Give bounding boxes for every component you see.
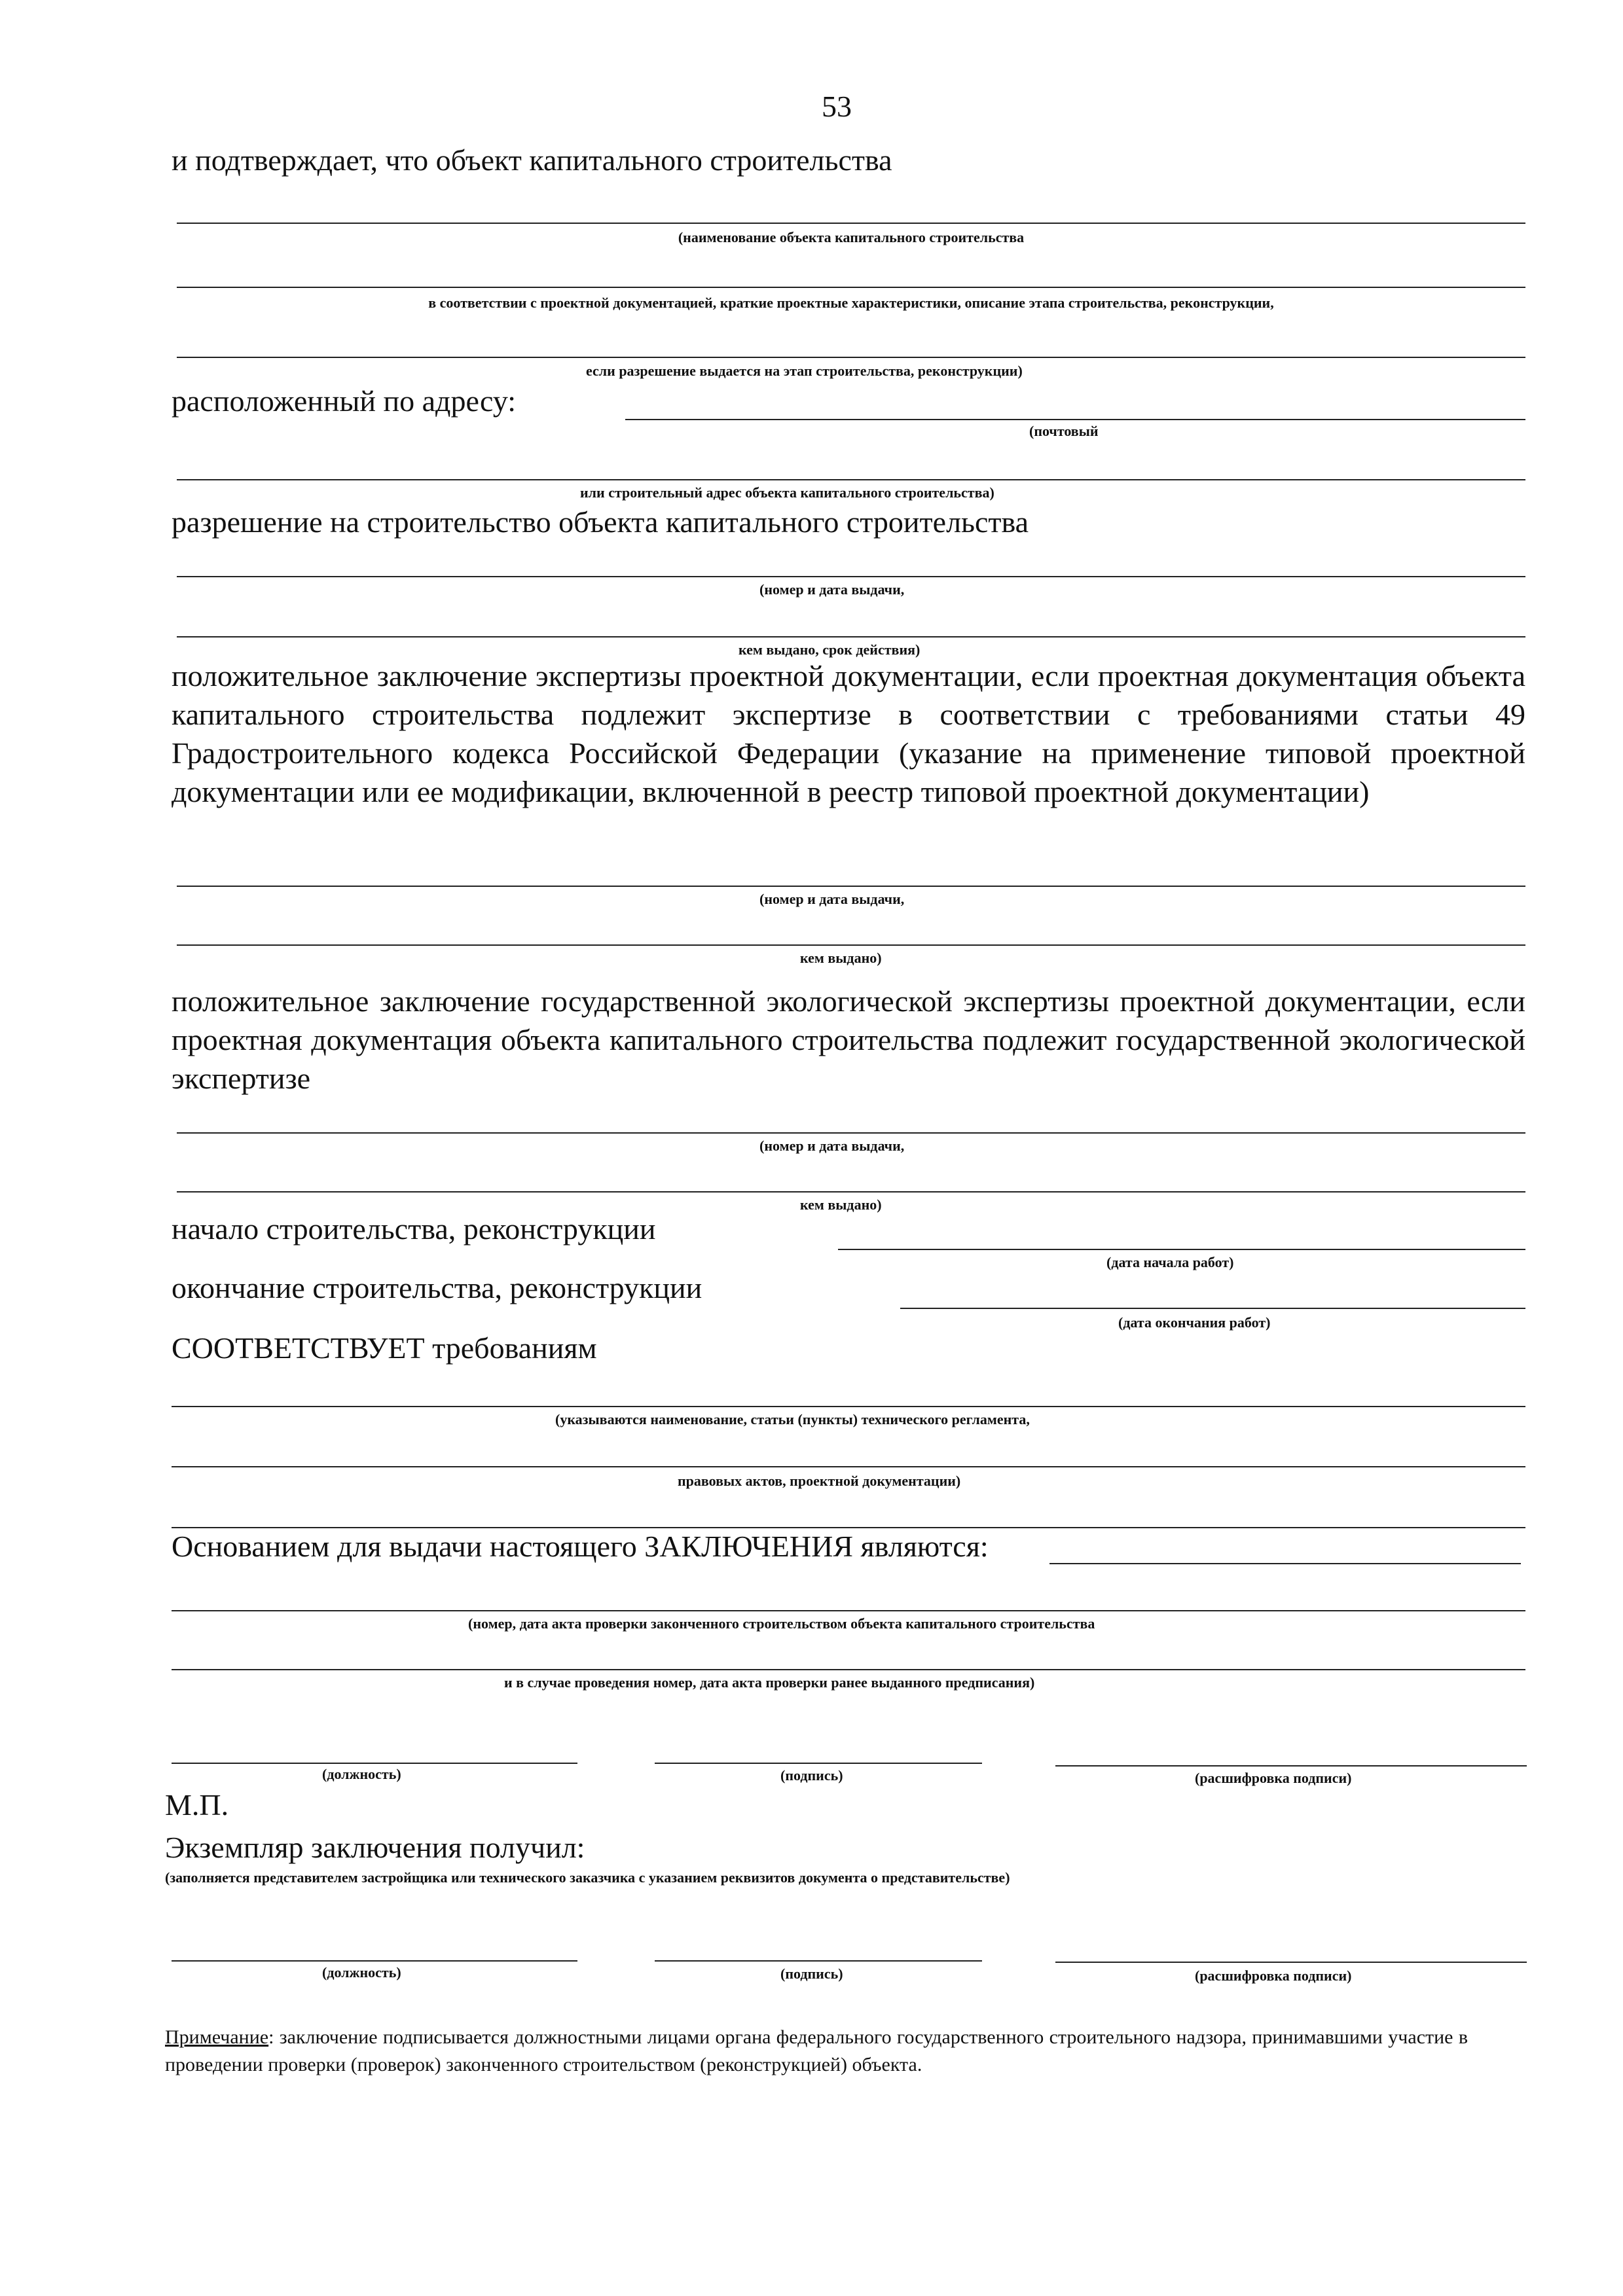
- page-number: 53: [822, 90, 852, 123]
- permit-number-line[interactable]: [177, 576, 1525, 577]
- start-date-line[interactable]: [838, 1249, 1525, 1250]
- object-name-line[interactable]: [177, 223, 1525, 224]
- caption-prior-order: и в случае проведения номер, дата акта проверки ранее выданного предписания): [504, 1674, 1035, 1691]
- caption-start-date: (дата начала работ): [1106, 1254, 1234, 1270]
- caption-end-date: (дата окончания работ): [1118, 1314, 1271, 1331]
- sig1-signature-line[interactable]: [655, 1763, 982, 1764]
- sig2-signature-caption: (подпись): [780, 1965, 843, 1982]
- caption-permit-number: (номер и дата выдачи,: [759, 581, 905, 598]
- end-label: окончание строительства, реконструкции: [172, 1271, 702, 1304]
- eco-issued-line[interactable]: [177, 1191, 1525, 1193]
- basis-line[interactable]: [1049, 1563, 1521, 1564]
- sig2-signature-line[interactable]: [655, 1960, 982, 1962]
- sig1-position-line[interactable]: [172, 1763, 577, 1764]
- prior-order-line[interactable]: [172, 1669, 1525, 1670]
- address-label: расположенный по адресу:: [172, 384, 516, 418]
- note-label: Примечание: [165, 2026, 269, 2048]
- caption-stage: если разрешение выдается на этап строительства, реконструкции): [586, 363, 1023, 379]
- caption-inspection-act: (номер, дата акта проверки законченного строительством объекта капитального строительства: [468, 1615, 1095, 1632]
- caption-postal: (почтовый: [1029, 423, 1099, 439]
- caption-expertise-issued: кем выдано): [800, 950, 882, 966]
- stage-line[interactable]: [177, 357, 1525, 358]
- sig2-decoding-caption: (расшифровка подписи): [1195, 1967, 1352, 1984]
- caption-eco-issued: кем выдано): [800, 1196, 882, 1213]
- permit-issued-line[interactable]: [177, 636, 1525, 637]
- complies-label: СООТВЕТСТВУЕТ требованиям: [172, 1331, 597, 1365]
- caption-object-name: (наименование объекта капитального строительства: [678, 229, 1025, 245]
- sig1-signature-caption: (подпись): [780, 1767, 843, 1784]
- caption-eco-number: (номер и дата выдачи,: [759, 1138, 905, 1154]
- start-label: начало строительства, реконструкции: [172, 1212, 656, 1246]
- building-address-line[interactable]: [177, 479, 1525, 480]
- intro-text: и подтверждает, что объект капитального строительства: [172, 143, 892, 177]
- end-date-line[interactable]: [900, 1308, 1525, 1309]
- caption-expertise-number: (номер и дата выдачи,: [759, 891, 905, 907]
- inspection-act-line[interactable]: [172, 1610, 1525, 1611]
- caption-legal-acts: правовых актов, проектной документации): [678, 1473, 961, 1489]
- eco-number-line[interactable]: [177, 1132, 1525, 1134]
- sig1-decoding-line[interactable]: [1055, 1765, 1527, 1767]
- note-paragraph: [165, 2024, 1468, 2079]
- sig2-position-line[interactable]: [172, 1960, 577, 1962]
- extra-requirements-line[interactable]: [172, 1527, 1525, 1528]
- stamp-label: М.П.: [165, 1788, 229, 1821]
- legal-acts-line[interactable]: [172, 1466, 1525, 1467]
- expertise-paragraph: положительное заключение экспертизы проектной документации, если проектная документация объекта капитального строительства подлежит экспертизе в соответствии с требованиями статьи 49 Градостроительного кодекса Российской Федерации (указание на применение типовой проектной документации или ее модификации, включенной в реестр типовой проектной документации): [172, 659, 1525, 808]
- basis-label: Основанием для выдачи настоящего ЗАКЛЮЧЕНИЯ являются:: [172, 1530, 989, 1563]
- sig1-decoding-caption: (расшифровка подписи): [1195, 1770, 1352, 1786]
- sig2-position-caption: (должность): [322, 1964, 401, 1981]
- design-docs-line[interactable]: [177, 287, 1525, 288]
- caption-design-docs: в соответствии с проектной документацией, краткие проектные характеристики, описание этапа строительства, реконструкции,: [428, 295, 1274, 311]
- copy-received-note: (заполняется представителем застройщика или технического заказчика с указанием реквизитов документа о представительстве): [165, 1869, 1010, 1886]
- caption-permit-issued: кем выдано, срок действия): [739, 641, 921, 658]
- caption-building-address: или строительный адрес объекта капитального строительства): [580, 484, 994, 501]
- sig1-position-caption: (должность): [322, 1766, 401, 1782]
- sig2-decoding-line[interactable]: [1055, 1962, 1527, 1963]
- note-text: : заключение подписывается должностными лицами органа федерального государственного строительного надзора, принимавшими участие в проведении проверки (проверок) законченного строительством (реконструкцией) объекта.: [165, 2026, 1468, 2075]
- caption-regulation: (указываются наименование, статьи (пункты) технического регламента,: [555, 1411, 1030, 1427]
- expertise-number-line[interactable]: [177, 886, 1525, 887]
- eco-paragraph: положительное заключение государственной экологической экспертизы проектной документации, если проектная документация объекта капитального строительства подлежит государственной экологической экспертизе: [172, 984, 1525, 1095]
- expertise-issued-line[interactable]: [177, 944, 1525, 946]
- permit-label: разрешение на строительство объекта капитального строительства: [172, 505, 1029, 539]
- address-postal-line[interactable]: [625, 419, 1525, 420]
- regulation-line[interactable]: [172, 1406, 1525, 1407]
- copy-received-label: Экземпляр заключения получил:: [165, 1831, 585, 1864]
